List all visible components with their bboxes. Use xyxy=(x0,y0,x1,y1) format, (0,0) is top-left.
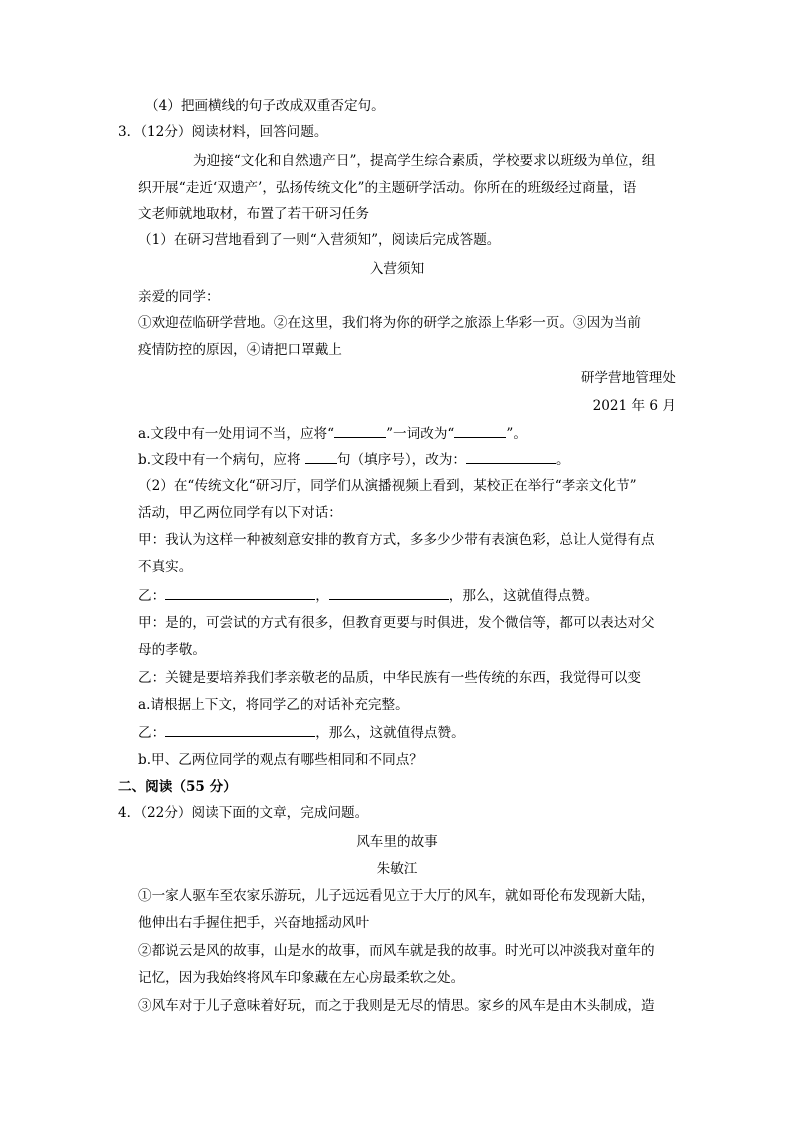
q3-header: 3．（12分）阅读材料，回答问题。 xyxy=(118,124,328,140)
section-heading: 二、阅读（55 分） xyxy=(118,779,237,795)
question-b2: b.甲、乙两位同学的观点有哪些相同和不同点？ xyxy=(138,752,423,768)
blank-underline[interactable] xyxy=(165,722,315,737)
dialog-jia1-line1: 甲：我认为这样一种被刻意安排的教育方式，多多少少带有表演色彩，总让人觉得有点 xyxy=(138,532,655,548)
q3-intro-line3: 文老师就地取材，布置了若干研习任务 xyxy=(138,206,370,222)
dialog-yi1: 乙： ， ，那么，这就值得点赞。 xyxy=(138,585,598,606)
para3-line1: ③风车对于儿子意味着好玩，而之于我则是无尽的情思。家乡的风车是由木头制成，造 xyxy=(138,998,655,1014)
q3-sub1: （1）在研习营地看到了一则“入营须知”，阅读后完成答题。 xyxy=(138,232,501,248)
dialog-jia1-line2: 不真实。 xyxy=(138,559,193,575)
para1-line1: ①一家人驱车至农家乐游玩，儿子远远看见立于大厅的风车，就如哥伦布发现新大陆， xyxy=(138,888,655,904)
notice-line1: ①欢迎莅临研学营地。②在这里，我们将为你的研学之旅添上华彩一页。③因为当前 xyxy=(138,315,641,331)
notice-greeting: 亲爱的同学： xyxy=(138,289,220,305)
article-author: 朱敏江 xyxy=(376,861,418,877)
q2-item4: （4）把画横线的句子改成双重否定句。 xyxy=(145,98,385,114)
q3-intro-line2: 织开展“走近‘双遗产’，弘扬传统文化”的主题研学活动。你所在的班级经过商量，语 xyxy=(138,180,637,196)
q4-header: 4．（22分）阅读下面的文章，完成问题。 xyxy=(118,805,369,821)
notice-line2: 疫情防控的原因，④请把口罩戴上 xyxy=(138,342,342,358)
blank-underline[interactable] xyxy=(329,585,449,600)
para2-line1: ②都说云是风的故事，山是水的故事，而风车就是我的故事。时光可以冲淡我对童年的 xyxy=(138,943,655,959)
q3-intro-line1: 为迎接“文化和自然遗产日”，提高学生综合素质，学校要求以班级为单位，组 xyxy=(193,153,656,169)
dialog-yi3: 乙： ，那么，这就值得点赞。 xyxy=(138,722,465,743)
para2-line2: 记忆，因为我始终将风车印象藏在左心房最柔软之处。 xyxy=(138,970,465,986)
notice-title: 入营须知 xyxy=(369,261,425,277)
question-b: b.文段中有一个病句，应将 句（填序号），改为： 。 xyxy=(138,449,570,470)
q3-sub2-line1: （2）在“传统文化“研习厅，同学们从演播视频上看到，某校正在举行“孝亲文化节” xyxy=(138,478,637,494)
blank-underline[interactable] xyxy=(454,423,506,438)
para1-line2: 他伸出右手握住把手，兴奋地摇动风叶 xyxy=(138,915,370,931)
blank-underline[interactable] xyxy=(305,449,337,464)
dialog-jia2-line1: 甲：是的，可尝试的方式有很多，但教育更要与时俱进，发个微信等，都可以表达对父 xyxy=(138,615,655,631)
blank-underline[interactable] xyxy=(165,585,315,600)
notice-date: 2021 年 6 月 xyxy=(592,398,676,414)
question-a2: a.请根据上下文，将同学乙的对话补充完整。 xyxy=(138,697,409,713)
blank-underline[interactable] xyxy=(334,423,386,438)
dialog-yi2: 乙：关键是要培养我们孝亲敬老的品质，中华民族有一些传统的东西，我觉得可以变 xyxy=(138,670,641,686)
article-title: 风车里的故事 xyxy=(356,834,438,850)
blank-underline[interactable] xyxy=(466,449,556,464)
dialog-jia2-line2: 母的孝敬。 xyxy=(138,642,206,658)
q3-sub2-line2: 活动，甲乙两位同学有以下对话： xyxy=(138,505,342,521)
notice-signature: 研学营地管理处 xyxy=(580,370,676,386)
question-a: a.文段中有一处用词不当，应将“ ”一词改为“ ”。 xyxy=(138,423,527,444)
